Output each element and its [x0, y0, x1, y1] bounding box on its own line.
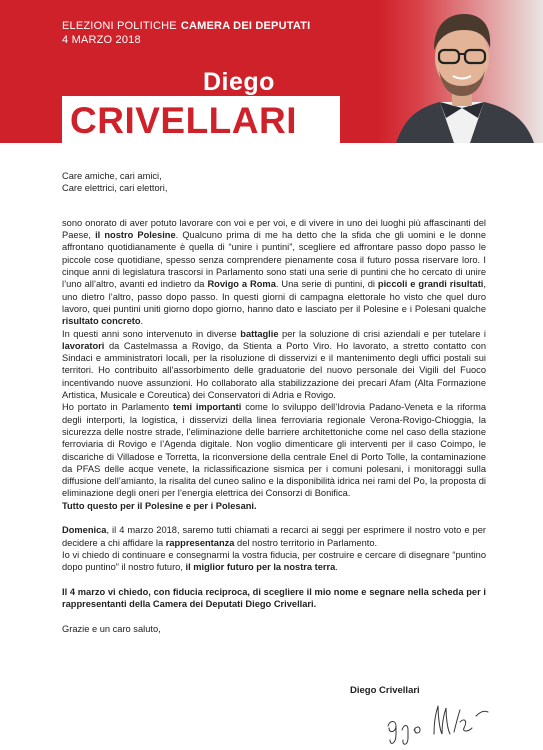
- text-run: . Qualcuno prima di me ha detto che la sfida che gli uomini e le donne affrontano quotidianamente è quella di “unire i puntini”, scegliere ed affrontare passo dopo passo le piccole cose quotidiane, spesso senza comprendere pienamente cosa il futuro possa riservare loro. I cinque anni di legislatura trascorsi in Parlamento sono stati una serie di puntini che ho cercato di unire l’uno all’altro, avanti ed indietro da: [62, 230, 486, 290]
- greeting-line-1: Care amiche, cari amici,: [62, 171, 162, 181]
- paragraph-polesine: [62, 500, 486, 512]
- text-run: per la soluzione di crisi aziendali e per tutelare i: [278, 328, 486, 339]
- text-run: , il 4 marzo 2018, saremo tutti chiamati a recarci ai seggi per esprimere il nostro voto e per decidere a chi affidare la: [62, 525, 486, 548]
- paragraph-sunday: [62, 524, 486, 549]
- text-bold: Il 4 marzo vi chiedo, con fiducia reciproca, di scegliere il mio nome e segnare nella scheda per i rappresentanti della Camera dei Deputati Diego Crivellari.: [62, 586, 486, 610]
- greeting-line-2: Care elettrici, cari elettori,: [62, 183, 168, 194]
- text-bold: rappresentanza: [165, 537, 235, 548]
- signature-name: Diego Crivellari: [350, 685, 420, 696]
- text-run: come lo sviluppo dell’Idrovia Padano-Veneta e la riforma degli interporti, la logistica, i disservizi della linea ferroviaria regionale Verona-Rovigo-Chioggia, la sicurezza delle nostre strade, l’eliminazione delle barriere architettoniche come nel caso della stazione ferroviaria di Rovigo e l’Agenda digitale. Non voglio dimenticare gli interventi per il caso Coimpo, le discariche di Villadose e Torretta, la riconversione della centrale Enel di Porto Tolle, la contaminazione da PFAS delle acque venete, la riclassificazione sismica per i comuni polesani, i monitoraggi sulla diffusione dell’amianto, la risalita del cuneo salino e la disponibilità idrica nei rami del Po, la proposta di eliminazione degli oneri per l’energia elettrica dei Consorzi di Bonifica.: [62, 402, 486, 499]
- paragraph-trust: [62, 549, 486, 574]
- text-bold: risultato concreto: [62, 316, 141, 327]
- candidate-first-name: Diego: [203, 68, 275, 96]
- candidate-photo: [378, 0, 543, 143]
- paragraph-vote-appeal: [62, 586, 486, 611]
- paragraph-intro: [62, 217, 486, 328]
- text-run: In questi anni sono intervenuto in diverse: [62, 328, 241, 339]
- text-bold: Domenica: [62, 525, 107, 536]
- election-date: 4 MARZO 2018: [62, 34, 141, 46]
- text-run: da Castelmassa a Rovigo, da Stienta a Porto Viro. Ho lavorato, a stretto contatto con Sindaci e amministratori locali, per la risoluzione di disservizi e il mantenimento degli uffici postali sui territori. Ho contribuito all’assorbimento delle graduatorie del nuovo personale dei Vigili del Fuoco incentivando nuove assunzioni. Ho collaborato alla stabilizzazione dei precari Afam (Alta Formazione Artistica, Musicale e Coreutica) dei Conservatori di Adria e Rovigo.: [62, 340, 486, 401]
- letter-body: [62, 170, 486, 635]
- text-run: .: [140, 316, 144, 327]
- text-bold: il miglior futuro per la nostra terra: [185, 562, 336, 573]
- text-bold: il nostro Polesine: [95, 230, 176, 241]
- paragraph-topics: [62, 401, 486, 499]
- paragraph-battles: [62, 328, 486, 402]
- header-banner: [0, 0, 543, 143]
- text-bold: piccoli e grandi risultati: [377, 279, 484, 290]
- election-label: [62, 19, 310, 47]
- text-run: Io vi chiedo di continuare e consegnarmi la vostra fiducia, per costruire e cercare di disegnare “puntino dopo puntino” il nostro futuro,: [62, 549, 486, 573]
- closing-line: Grazie e un caro saluto,: [62, 623, 161, 634]
- text-run: . Una serie di puntini, di: [275, 279, 378, 290]
- candidate-last-name: CRIVELLARI: [70, 100, 297, 141]
- text-run: .: [335, 562, 338, 573]
- text-bold: Rovigo a Roma: [207, 279, 276, 290]
- text-run: , uno dietro l’altro, passo dopo passo. In questi giorni di campagna elettorale ho visto che quel duro lavoro, quei puntini uniti giorno dopo giorno, hanno dato e lasciato per il Polesine e i Polesani qualche: [62, 279, 486, 314]
- chamber-title: CAMERA DEI DEPUTATI: [180, 20, 311, 32]
- text-bold: battaglie: [240, 328, 279, 339]
- text-run: sono onorato di aver potuto lavorare con voi e per voi, e di vivere in uno dei luoghi più affascinanti del Paese,: [62, 217, 486, 241]
- text-bold: lavoratori: [62, 340, 105, 351]
- text-run: del nostro territorio in Parlamento.: [234, 537, 378, 548]
- text-bold: temi importanti: [172, 402, 242, 413]
- election-title: ELEZIONI POLITICHE: [62, 20, 177, 32]
- text-run: Ho portato in Parlamento: [62, 402, 173, 413]
- text-bold: Tutto questo per il Polesine e per i Polesani.: [62, 500, 257, 511]
- handwritten-signature: [384, 700, 494, 748]
